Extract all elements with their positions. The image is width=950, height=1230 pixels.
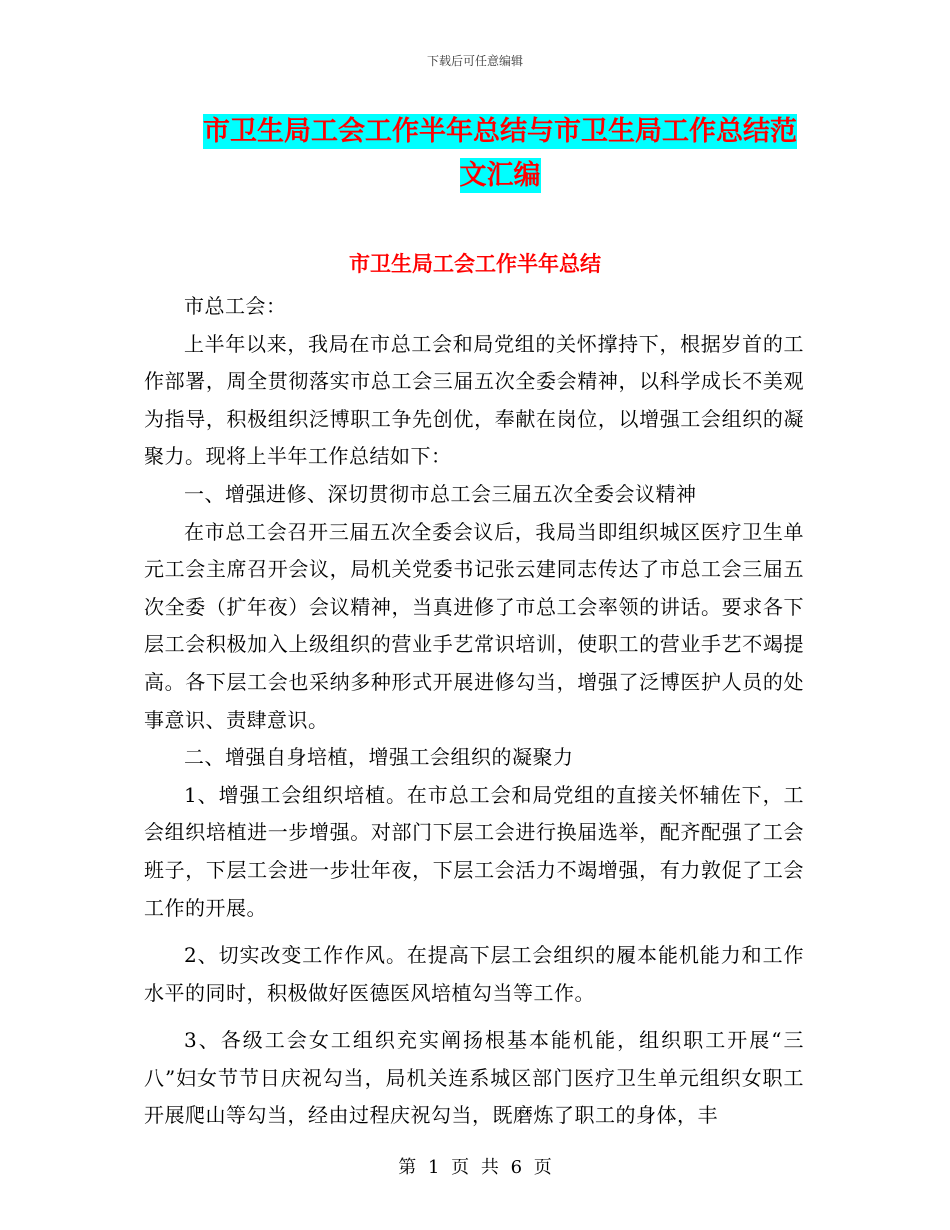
header-note: 下载后可任意编辑 [426, 54, 523, 68]
heading-two: 二、增强自身培植，增强工会组织的凝聚力 [184, 745, 574, 770]
heading-one: 一、增强进修、深切贯彻市总工会三届五次全委会议精神 [184, 481, 697, 506]
page-footer: 第 1 页 共 6 页 [398, 1157, 552, 1178]
salutation: 市总工会： [184, 294, 287, 318]
paragraph: 1、增强工会组织培植。在市总工会和局党组的直接关怀辅佐下，工会组织培植进一步增强。对部门下层工会进行换届选举，配齐配强了工会班子，下层工会进一步壮年夜，下层工会活力不竭增强，有力敦促了工会工作的开展。 [144, 782, 804, 920]
paragraph: 上半年以来，我局在市总工会和局党组的关怀撑持下，根据岁首的工作部署，周全贯彻落实市总工会三届五次全委会精神，以科学成长不美观为指导，积极组织泛博职工争先创优，奉献在岗位，以增强工会组织的凝聚力。现将上半年工作总结如下： [144, 331, 804, 469]
paragraph: 在市总工会召开三届五次全委会议后，我局当即组织城区医疗卫生单元工会主席召开会议，局机关党委书记张云建同志传达了市总工会三届五次全委（扩年夜）会议精神，当真进修了市总工会率领的讲话。要求各下层工会积极加入上级组织的营业手艺常识培训，使职工的营业手艺不竭提高。各下层工会也采纳多种形式开展进修勾当，增强了泛博医护人员的处事意识、责肆意识。 [144, 519, 804, 732]
document-title-text: 市卫生局工会工作半年总结与市卫生局工作总结范文汇编 [203, 116, 797, 191]
paragraph: 2、切实改变工作作风。在提高下层工会组织的履本能机能力和工作水平的同时，积极做好医德医风培植勾当等工作。 [144, 943, 804, 1005]
document-title [190, 110, 810, 198]
document-body [144, 288, 804, 1135]
section-title: 市卫生局工会工作半年总结 [349, 251, 601, 276]
paragraph: 3、各级工会女工组织充实阐扬根基本能机能，组织职工开展“三八”妇女节节日庆祝勾当，局机关连系城区部门医疗卫生单元组织女职工开展爬山等勾当，经由过程庆祝勾当，既磨炼了职工的身体，丰 [144, 1028, 804, 1128]
